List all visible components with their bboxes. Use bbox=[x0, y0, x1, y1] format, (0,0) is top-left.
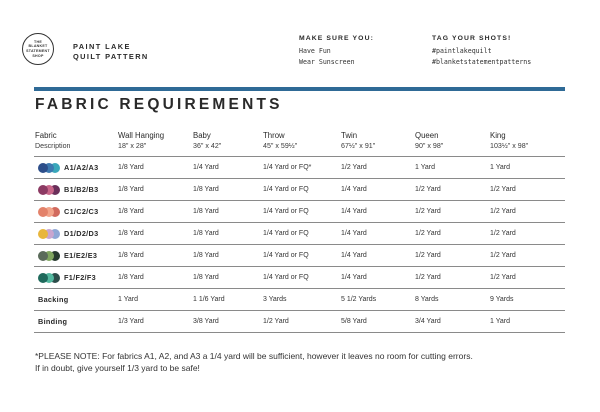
swatch-dot bbox=[38, 251, 48, 261]
column-header-label: Throw bbox=[263, 131, 285, 140]
yardage-cell: 1/4 Yard or FQ* bbox=[263, 164, 312, 171]
yardage-cell: 1/2 Yard bbox=[490, 208, 516, 215]
column-header bbox=[193, 131, 221, 151]
yardage-cell: 1/8 Yard bbox=[193, 230, 219, 237]
yardage-cell: 1/8 Yard bbox=[193, 252, 219, 259]
yardage-cell: 1/4 Yard or FQ bbox=[263, 186, 309, 193]
swatch-dot bbox=[38, 273, 48, 283]
column-header-label: King bbox=[490, 131, 506, 140]
yardage-cell: 3/8 Yard bbox=[193, 318, 219, 325]
swatch-dot bbox=[38, 185, 48, 195]
yardage-cell: 1/8 Yard bbox=[118, 274, 144, 281]
table-row bbox=[34, 310, 565, 332]
yardage-cell: 1/8 Yard bbox=[118, 252, 144, 259]
table-row bbox=[34, 178, 565, 200]
yardage-cell: 1/4 Yard bbox=[341, 252, 367, 259]
yardage-cell: 1/2 Yard bbox=[415, 274, 441, 281]
yardage-cell: 1/3 Yard bbox=[118, 318, 144, 325]
yardage-cell: 1 Yard bbox=[490, 318, 510, 325]
yardage-cell: 1/4 Yard or FQ bbox=[263, 252, 309, 259]
table-row bbox=[34, 288, 565, 310]
make-sure-line: Wear Sunscreen bbox=[299, 57, 355, 66]
yardage-cell: 1/8 Yard bbox=[193, 186, 219, 193]
table-row bbox=[34, 222, 565, 244]
yardage-cell: 1/8 Yard bbox=[193, 208, 219, 215]
swatch-dot bbox=[38, 229, 48, 239]
fabric-label: A1/A2/A3 bbox=[64, 163, 99, 172]
fabric-label: E1/E2/E3 bbox=[64, 251, 98, 260]
yardage-cell: 1/8 Yard bbox=[193, 274, 219, 281]
yardage-cell: 1/2 Yard bbox=[490, 230, 516, 237]
yardage-cell: 1/4 Yard bbox=[341, 208, 367, 215]
table-row bbox=[34, 200, 565, 222]
yardage-cell: 1 Yard bbox=[415, 164, 435, 171]
column-header-size: 67½" x 91" bbox=[341, 142, 376, 150]
hashtag: #paintlakequilt bbox=[432, 47, 492, 55]
yardage-cell: 1/2 Yard bbox=[341, 164, 367, 171]
column-header-label: Baby bbox=[193, 131, 211, 140]
yardage-cell: 1/8 Yard bbox=[118, 208, 144, 215]
yardage-cell: 1/4 Yard or FQ bbox=[263, 208, 309, 215]
column-header-label: Twin bbox=[341, 131, 358, 140]
yardage-cell: 1/4 Yard bbox=[341, 274, 367, 281]
column-header bbox=[415, 131, 443, 151]
yardage-cell: 9 Yards bbox=[490, 296, 514, 303]
column-header bbox=[35, 131, 70, 151]
yardage-cell: 1/2 Yard bbox=[263, 318, 289, 325]
yardage-cell: 1/8 Yard bbox=[118, 186, 144, 193]
pattern-title: PAINT LAKE QUILT PATTERN bbox=[73, 42, 149, 61]
yardage-cell: 1/4 Yard bbox=[193, 164, 219, 171]
yardage-cell: 1 Yard bbox=[490, 164, 510, 171]
fabric-label: D1/D2/D3 bbox=[64, 229, 99, 238]
swatch-dot bbox=[38, 163, 48, 173]
hashtag: #blanketstatementpatterns bbox=[432, 57, 532, 66]
table-row bbox=[34, 244, 565, 266]
column-header-size: 103½" x 98" bbox=[490, 142, 529, 150]
yardage-cell: 3 Yards bbox=[263, 296, 287, 303]
yardage-cell: 1/4 Yard or FQ bbox=[263, 230, 309, 237]
column-header-size: 45" x 59½" bbox=[263, 142, 298, 150]
footnote-line: If in doubt, give yourself 1/3 yard to be safe! bbox=[35, 363, 200, 374]
yardage-cell: 1/2 Yard bbox=[415, 208, 441, 215]
footnote bbox=[35, 350, 555, 375]
make-sure-block bbox=[299, 35, 374, 67]
fabric-label: C1/C2/C3 bbox=[64, 207, 99, 216]
column-header-size: 90" x 98" bbox=[415, 142, 444, 150]
column-header-label: Wall Hanging bbox=[118, 131, 165, 140]
yardage-cell: 1/4 Yard bbox=[341, 230, 367, 237]
yardage-cell: 5/8 Yard bbox=[341, 318, 367, 325]
column-header-size: 36" x 42" bbox=[193, 142, 222, 150]
yardage-cell: 1/4 Yard or FQ bbox=[263, 274, 309, 281]
yardage-cell: 1/2 Yard bbox=[490, 274, 516, 281]
make-sure-line: Have Fun bbox=[299, 47, 331, 55]
yardage-cell: 1 1/6 Yard bbox=[193, 296, 225, 303]
yardage-cell: 1/8 Yard bbox=[118, 230, 144, 237]
yardage-cell: 8 Yards bbox=[415, 296, 439, 303]
fabric-label: B1/B2/B3 bbox=[64, 185, 99, 194]
accent-divider bbox=[34, 87, 565, 91]
yardage-cell: 1 Yard bbox=[118, 296, 138, 303]
logo-text: THE BLANKET STATEMENT SHOP bbox=[26, 39, 50, 58]
column-header bbox=[490, 131, 528, 151]
yardage-cell: 1/2 Yard bbox=[490, 186, 516, 193]
column-header bbox=[118, 131, 164, 151]
section-title: FABRIC REQUIREMENTS bbox=[35, 96, 283, 113]
yardage-cell: 1/4 Yard bbox=[341, 186, 367, 193]
tag-shots-heading: TAG YOUR SHOTS! bbox=[432, 35, 512, 42]
swatch-dot bbox=[38, 207, 48, 217]
column-header bbox=[341, 131, 375, 151]
fabric-label: F1/F2/F3 bbox=[64, 273, 97, 282]
yardage-cell: 1/2 Yard bbox=[415, 230, 441, 237]
yardage-cell: 1/2 Yard bbox=[490, 252, 516, 259]
footnote-line: *PLEASE NOTE: For fabrics A1, A2, and A3 a 1/4 yard will be sufficient, however it leaves no room for cutting errors. bbox=[35, 351, 473, 361]
tag-shots-block bbox=[432, 35, 531, 67]
yardage-cell: 1/2 Yard bbox=[415, 252, 441, 259]
column-header-label: Fabric bbox=[35, 131, 57, 140]
yardage-cell: 5 1/2 Yards bbox=[341, 296, 377, 303]
column-header-label: Queen bbox=[415, 131, 439, 140]
yardage-cell: 1/2 Yard bbox=[415, 186, 441, 193]
make-sure-heading: MAKE SURE YOU: bbox=[299, 35, 374, 42]
table-row bbox=[34, 156, 565, 178]
column-header-size: 18" x 28" bbox=[118, 142, 147, 150]
brand-logo bbox=[22, 33, 54, 65]
column-header-size: Description bbox=[35, 142, 71, 150]
fabric-label: Backing bbox=[38, 295, 69, 304]
yardage-cell: 3/4 Yard bbox=[415, 318, 441, 325]
table-bottom-rule bbox=[34, 332, 565, 333]
fabric-label: Binding bbox=[38, 317, 68, 326]
column-header bbox=[263, 131, 297, 151]
yardage-cell: 1/8 Yard bbox=[118, 164, 144, 171]
table-row bbox=[34, 266, 565, 288]
